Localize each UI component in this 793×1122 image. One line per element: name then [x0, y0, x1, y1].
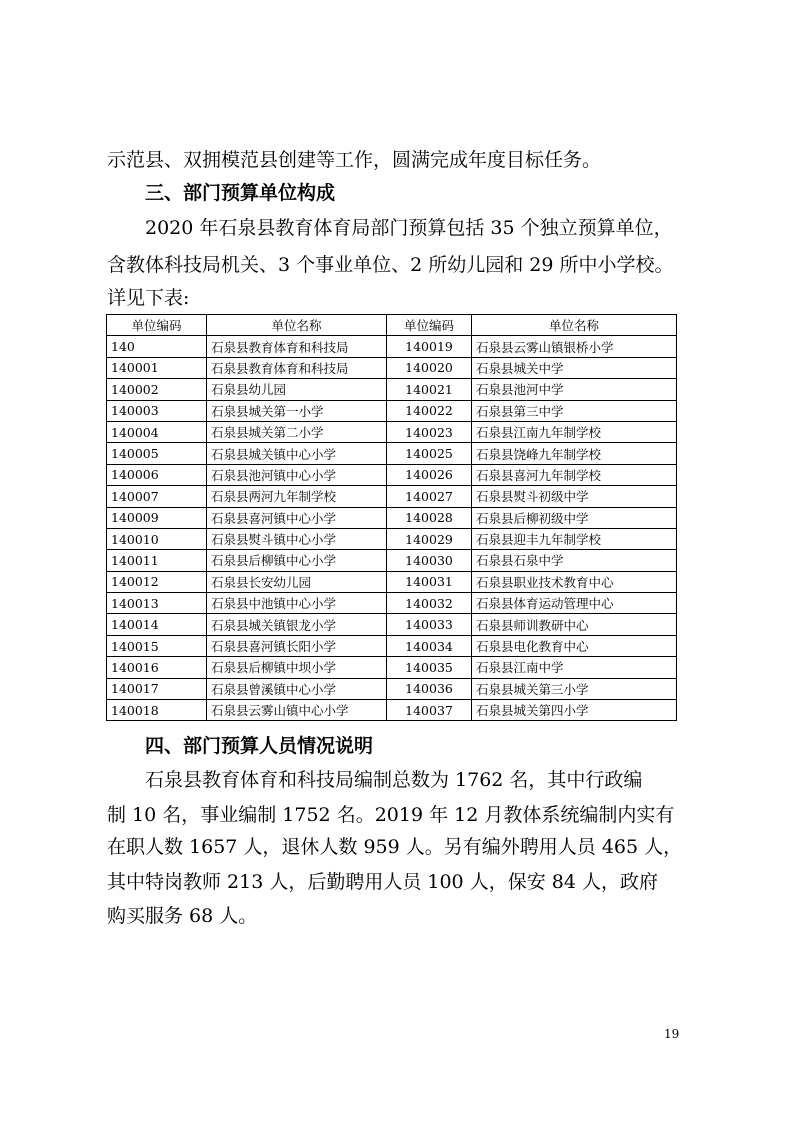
- table-row: [107, 400, 677, 421]
- unit-name-cell: 石泉县饶峰九年制学校: [472, 443, 677, 464]
- table-row: [107, 528, 677, 549]
- unit-code-cell: 140028: [387, 507, 472, 528]
- header-unit-code-2: 单位编码: [387, 315, 472, 336]
- unit-code-cell: 140014: [107, 614, 207, 635]
- section-4-line-3: 在职人数 1657 人，退休人数 959 人。另有编外聘用人员 465 人，: [107, 836, 683, 858]
- unit-name-cell: 石泉县后柳镇中坝小学: [207, 657, 387, 678]
- unit-name-cell: 石泉县喜河镇长阳小学: [207, 635, 387, 656]
- unit-code-cell: 140021: [387, 379, 472, 400]
- unit-name-cell: 石泉县熨斗初级中学: [472, 486, 677, 507]
- section-3-heading: 三、部门预算单位构成: [145, 182, 336, 204]
- unit-name-cell: 石泉县曾溪镇中心小学: [207, 678, 387, 699]
- section-4-line-4: 其中特岗教师 213 人，后勤聘用人员 100 人，保安 84 人，政府: [107, 871, 658, 893]
- section-4-line-1: 石泉县教育体育和科技局编制总数为 1762 名，其中行政编: [145, 769, 643, 791]
- unit-code-cell: 140034: [387, 635, 472, 656]
- table-row: [107, 678, 677, 699]
- unit-name-cell: 石泉县师训教研中心: [472, 614, 677, 635]
- unit-name-cell: 石泉县幼儿园: [207, 379, 387, 400]
- unit-name-cell: 石泉县石泉中学: [472, 550, 677, 571]
- table-row: [107, 700, 677, 721]
- page-number: 19: [664, 1027, 680, 1041]
- section-4-heading: 四、部门预算人员情况说明: [145, 735, 374, 757]
- header-unit-name-1: 单位名称: [207, 315, 387, 336]
- table-row: [107, 486, 677, 507]
- table-body: [107, 336, 677, 721]
- unit-code-cell: 140016: [107, 657, 207, 678]
- section-4-line-2: 制 10 名，事业编制 1752 名。2019 年 12 月教体系统编制内实有: [107, 804, 675, 826]
- unit-name-cell: 石泉县云雾山镇中心小学: [207, 700, 387, 721]
- unit-name-cell: 石泉县喜河九年制学校: [472, 464, 677, 485]
- table-row: [107, 443, 677, 464]
- unit-code-cell: 140005: [107, 443, 207, 464]
- unit-code-cell: 140025: [387, 443, 472, 464]
- section-3-line-3: 详见下表:: [107, 287, 190, 309]
- unit-name-cell: 石泉县后柳初级中学: [472, 507, 677, 528]
- unit-code-cell: 140004: [107, 421, 207, 442]
- table-row: [107, 357, 677, 378]
- unit-code-cell: 140020: [387, 357, 472, 378]
- unit-code-cell: 140037: [387, 700, 472, 721]
- unit-name-cell: 石泉县体育运动管理中心: [472, 593, 677, 614]
- unit-name-cell: 石泉县云雾山镇银桥小学: [472, 336, 677, 357]
- table-row: [107, 464, 677, 485]
- table-row: [107, 379, 677, 400]
- section-4-line-5: 购买服务 68 人。: [107, 905, 258, 927]
- unit-code-cell: 140: [107, 336, 207, 357]
- table-row: [107, 614, 677, 635]
- unit-code-cell: 140011: [107, 550, 207, 571]
- unit-name-cell: 石泉县喜河镇中心小学: [207, 507, 387, 528]
- unit-name-cell: 石泉县城关第三小学: [472, 678, 677, 699]
- budget-units-table: [106, 314, 677, 721]
- unit-code-cell: 140030: [387, 550, 472, 571]
- unit-name-cell: 石泉县后柳镇中心小学: [207, 550, 387, 571]
- unit-name-cell: 石泉县城关第二小学: [207, 421, 387, 442]
- unit-name-cell: 石泉县城关第四小学: [472, 700, 677, 721]
- table-row: [107, 657, 677, 678]
- table-row: [107, 421, 677, 442]
- unit-name-cell: 石泉县城关中学: [472, 357, 677, 378]
- unit-name-cell: 石泉县两河九年制学校: [207, 486, 387, 507]
- unit-code-cell: 140009: [107, 507, 207, 528]
- unit-code-cell: 140023: [387, 421, 472, 442]
- header-unit-code-1: 单位编码: [107, 315, 207, 336]
- unit-name-cell: 石泉县城关第一小学: [207, 400, 387, 421]
- unit-code-cell: 140019: [387, 336, 472, 357]
- unit-code-cell: 140033: [387, 614, 472, 635]
- unit-code-cell: 140026: [387, 464, 472, 485]
- unit-code-cell: 140022: [387, 400, 472, 421]
- unit-code-cell: 140006: [107, 464, 207, 485]
- unit-code-cell: 140027: [387, 486, 472, 507]
- unit-name-cell: 石泉县迎丰九年制学校: [472, 528, 677, 549]
- unit-name-cell: 石泉县熨斗镇中心小学: [207, 528, 387, 549]
- unit-name-cell: 石泉县第三中学: [472, 400, 677, 421]
- unit-name-cell: 石泉县池河镇中心小学: [207, 464, 387, 485]
- table-row: [107, 336, 677, 357]
- table-row: [107, 550, 677, 571]
- unit-name-cell: 石泉县教育体育和科技局: [207, 336, 387, 357]
- unit-name-cell: 石泉县职业技术教育中心: [472, 571, 677, 592]
- unit-code-cell: 140015: [107, 635, 207, 656]
- unit-code-cell: 140032: [387, 593, 472, 614]
- unit-name-cell: 石泉县城关镇银龙小学: [207, 614, 387, 635]
- unit-name-cell: 石泉县长安幼儿园: [207, 571, 387, 592]
- unit-code-cell: 140013: [107, 593, 207, 614]
- unit-code-cell: 140003: [107, 400, 207, 421]
- intro-paragraph-tail: 示范县、双拥模范县创建等工作，圆满完成年度目标任务。: [107, 149, 602, 171]
- unit-name-cell: 石泉县教育体育和科技局: [207, 357, 387, 378]
- section-3-line-2: 含教体科技局机关、3 个事业单位、2 所幼儿园和 29 所中小学校。: [107, 254, 674, 276]
- header-unit-name-2: 单位名称: [472, 315, 677, 336]
- unit-name-cell: 石泉县中池镇中心小学: [207, 593, 387, 614]
- unit-code-cell: 140002: [107, 379, 207, 400]
- unit-name-cell: 石泉县电化教育中心: [472, 635, 677, 656]
- unit-code-cell: 140031: [387, 571, 472, 592]
- table-row: [107, 635, 677, 656]
- unit-code-cell: 140012: [107, 571, 207, 592]
- unit-code-cell: 140007: [107, 486, 207, 507]
- table-row: [107, 507, 677, 528]
- unit-code-cell: 140010: [107, 528, 207, 549]
- table-row: [107, 593, 677, 614]
- unit-code-cell: 140035: [387, 657, 472, 678]
- unit-code-cell: 140001: [107, 357, 207, 378]
- table-header-row: [107, 315, 677, 336]
- section-3-line-1: 2020 年石泉县教育体育局部门预算包括 35 个独立预算单位，: [145, 217, 673, 239]
- unit-name-cell: 石泉县城关镇中心小学: [207, 443, 387, 464]
- table-row: [107, 571, 677, 592]
- unit-code-cell: 140036: [387, 678, 472, 699]
- unit-code-cell: 140018: [107, 700, 207, 721]
- unit-name-cell: 石泉县江南中学: [472, 657, 677, 678]
- unit-code-cell: 140017: [107, 678, 207, 699]
- unit-code-cell: 140029: [387, 528, 472, 549]
- unit-name-cell: 石泉县池河中学: [472, 379, 677, 400]
- unit-name-cell: 石泉县江南九年制学校: [472, 421, 677, 442]
